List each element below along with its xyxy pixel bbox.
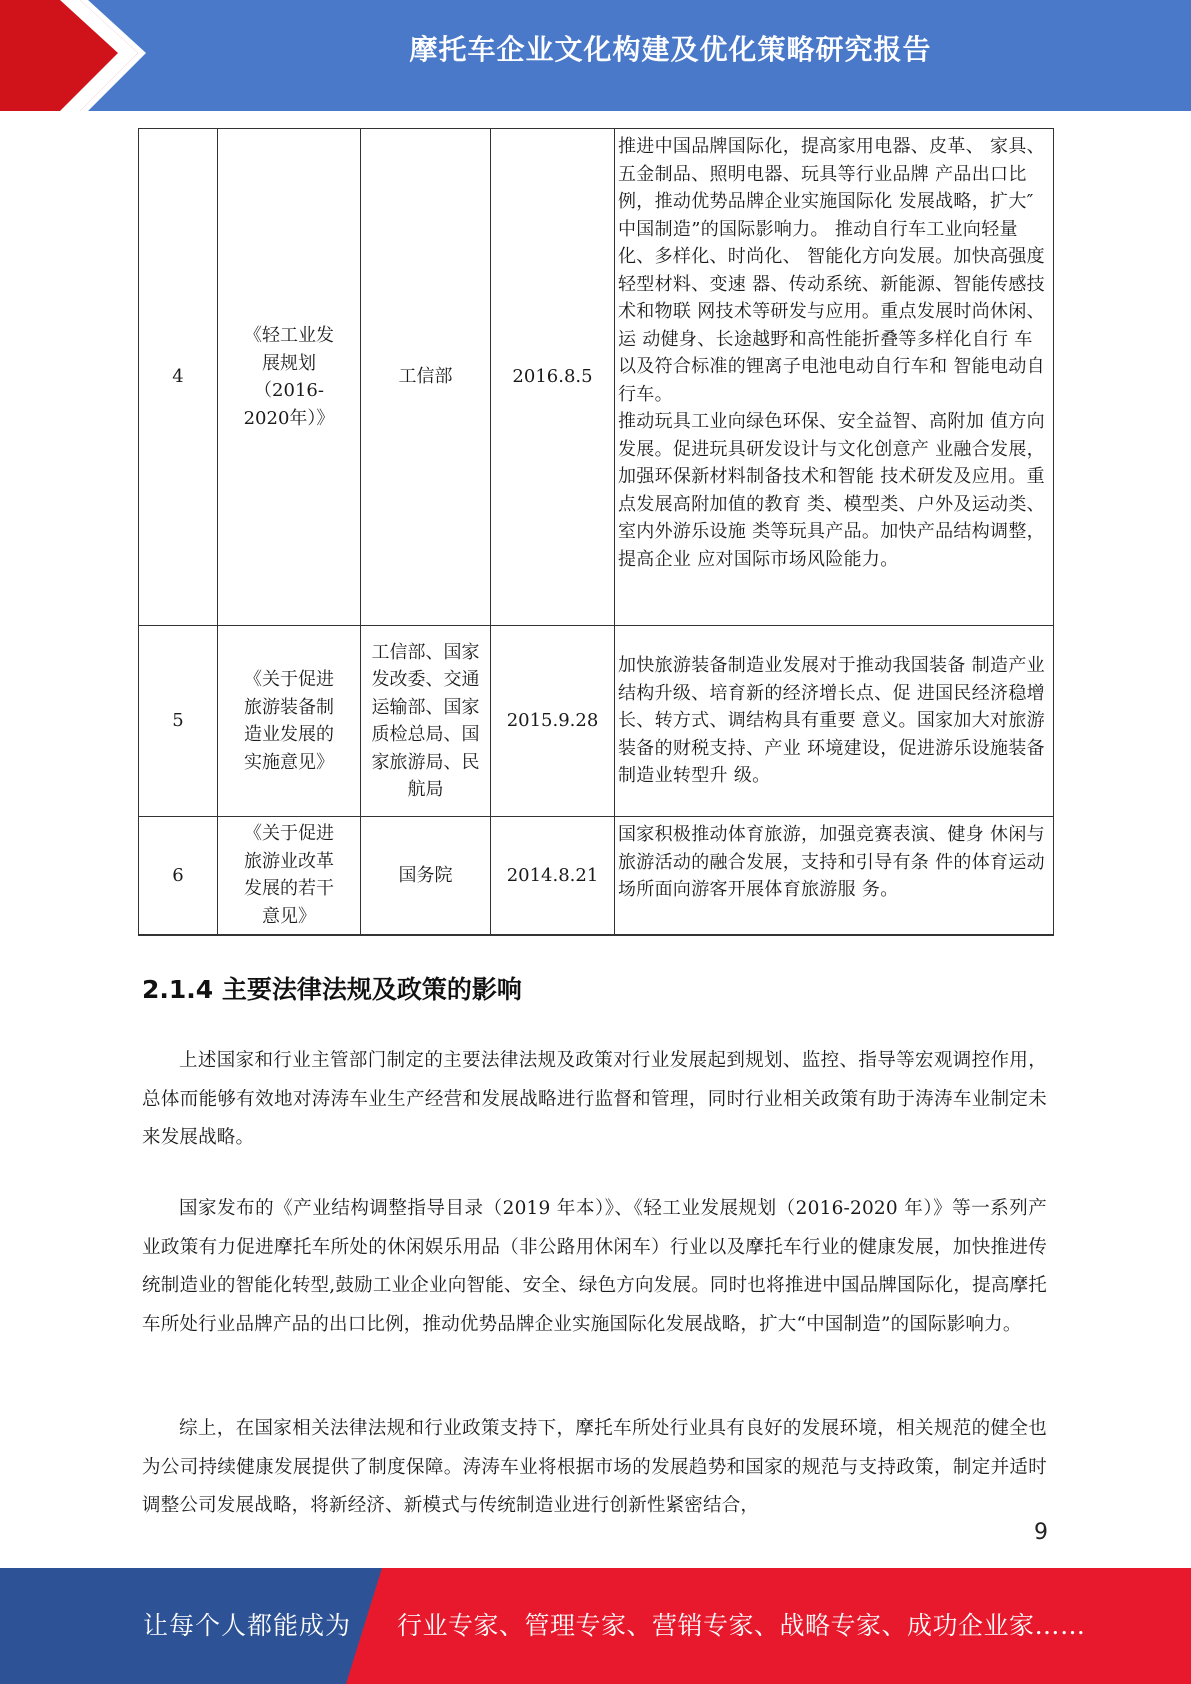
footer-slogan-right: 行业专家、管理专家、营销专家、战略专家、成功企业家……: [397, 1611, 1086, 1640]
policy-table: [138, 128, 1054, 936]
issuing-department: 工信部、国家发改委、交通运输部、国家质检总局、国家旅游局、民航局: [361, 626, 491, 817]
table-row: [139, 129, 1054, 626]
row-number: 4: [139, 129, 218, 626]
issue-date: 2014.8.21: [491, 817, 615, 935]
body-paragraph: 综上，在国家相关法律法规和行业政策支持下，摩托车所处行业具有良好的发展环境，相关规范的健全也为公司持续健康发展提供了制度保障。涛涛车业将根据市场的发展趋势和国家的规范与支持政策，制定并适时调整公司发展战略，将新经济、新模式与传统制造业进行创新性紧密结合，: [142, 1418, 1047, 1516]
policy-name: 《关于促进 旅游业改革 发展的若干 意见》: [218, 817, 361, 935]
footer-banner: [0, 1568, 1191, 1684]
table-row: [139, 817, 1054, 935]
description-paragraph: 推动玩具工业向绿色环保、安全益智、高附加 值方向发展。促进玩具研发设计与文化创意产 业融合发展，加强环保新材料制备技术和智能 技术研发及应用。重点发展高附加值的教育 类、模型类、户外及运动类、室内外游乐设施 类等玩具产品。加快产品结构调整，提高企业 应对国际市场风险能力。: [618, 411, 1045, 570]
section-heading: 2.1.4 主要法律法规及政策的影响: [142, 975, 522, 1004]
body-paragraph: 上述国家和行业主管部门制定的主要法律法规及政策对行业发展起到规划、监控、指导等宏观调控作用，总体而能够有效地对涛涛车业生产经营和发展战略进行监督和管理，同时行业相关政策有助于涛涛车业制定未来发展战略。: [142, 1050, 1047, 1148]
description-paragraph: 加快旅游装备制造业发展对于推动我国装备 制造产业结构升级、培育新的经济增长点、促 进国民经济稳增长、转方式、调结构具有重要 意义。国家加大对旅游装备的财税支持、产业 环境建设，促进游乐设施装备制造业转型升 级。: [618, 655, 1045, 787]
body-paragraph: 国家发布的《产业结构调整指导目录（2019 年本）》、《轻工业发展规划（2016-2020 年）》等一系列产业政策有力促进摩托车所处的休闲娱乐用品（非公路用休闲车）行业以及摩托车行业的健康发展，加快推进传统制造业的智能化转型,鼓励工业企业向智能、安全、绿色方向发展。同时也将推进中国品牌国际化，提高摩托车所处行业品牌产品的出口比例，推动优势品牌企业实施国际化发展战略，扩大“中国制造”的国际影响力。: [142, 1198, 1047, 1335]
policy-name: 《轻工业发 展规划（2016-2020年）》: [218, 129, 361, 626]
document-title: 摩托车企业文化构建及优化策略研究报告: [409, 33, 932, 66]
issue-date: 2015.9.28: [491, 626, 615, 817]
policy-name: 《关于促进旅游装备制造业发展的实施意见》: [218, 626, 361, 817]
description-paragraph: 国家积极推动体育旅游，加强竞赛表演、健身 休闲与旅游活动的融合发展，支持和引导有条 件的体育运动场所面向游客开展体育旅游服 务。: [618, 824, 1045, 900]
red-chevron-decoration: [0, 0, 150, 111]
row-number: 5: [139, 626, 218, 817]
row-number: 6: [139, 817, 218, 935]
page-number: 9: [1034, 1520, 1048, 1545]
policy-description: [615, 626, 1054, 817]
policy-description: [615, 817, 1054, 935]
description-paragraph: 推进中国品牌国际化，提高家用电器、皮革、 家具、五金制品、照明电器、玩具等行业品牌 产品出口比例，推动优势品牌企业实施国际化 发展战略，扩大″中国制造”的国际影响力。 推动自行车工业向轻量化、多样化、时尚化、 智能化方向发展。加快高强度轻型材料、变速 器、传动系统、新能源、智能传感技术和物联 网技术等研发与应用。重点发展时尚休闲、运 动健身、长途越野和高性能折叠等多样化自行 车以及符合标准的锂离子电池电动自行车和 智能电动自行车。: [618, 136, 1045, 405]
footer-slogan-left: 让每个人都能成为: [143, 1611, 352, 1640]
issue-date: 2016.8.5: [491, 129, 615, 626]
issuing-department: 工信部: [361, 129, 491, 626]
issuing-department: 国务院: [361, 817, 491, 935]
policy-description: [615, 129, 1054, 626]
table-row: [139, 626, 1054, 817]
header-banner: [0, 0, 1191, 111]
